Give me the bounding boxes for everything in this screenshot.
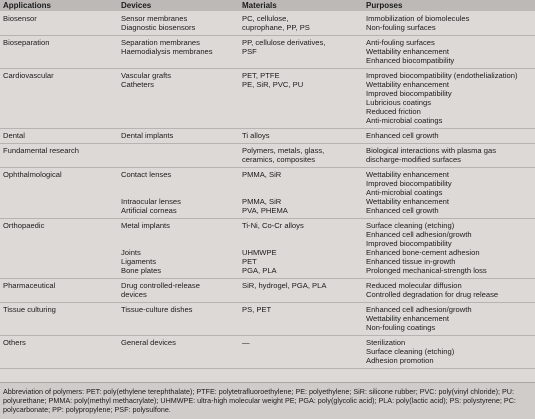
cell-line: Wettability enhancement xyxy=(366,170,450,179)
cell-line: Ti-Ni, Co-Cr alloys xyxy=(242,221,304,230)
cell-application: Bioseparation xyxy=(3,38,50,47)
cell-materials xyxy=(242,305,271,314)
cell-line: Enhanced cell growth xyxy=(366,131,439,140)
cell-materials xyxy=(242,146,324,164)
cell-materials xyxy=(242,38,325,56)
cell-purposes xyxy=(366,71,518,125)
cell-materials xyxy=(242,14,310,32)
cell-purposes xyxy=(366,338,454,365)
table-row xyxy=(0,303,535,336)
cell-line: Non-fouling surfaces xyxy=(366,23,436,32)
cell-line: PS, PET xyxy=(242,305,272,314)
cell-devices xyxy=(121,221,170,275)
cell-line: Ligaments xyxy=(121,257,157,266)
cell-devices xyxy=(121,305,192,314)
cell-line: PMMA, SiR xyxy=(242,197,282,206)
cell-materials xyxy=(242,170,288,215)
cell-line: Adhesion promotion xyxy=(366,356,434,365)
cell-line: Enhanced tissue in-growth xyxy=(366,257,456,266)
cell-line: Artificial corneas xyxy=(121,206,177,215)
table-row xyxy=(0,168,535,219)
cell-line xyxy=(242,230,304,239)
cell-line: Enhanced bone-cement adhesion xyxy=(366,248,480,257)
cell-line: Controlled degradation for drug release xyxy=(366,290,499,299)
cell-line: Surface cleaning (etching) xyxy=(366,221,455,230)
cell-application: Biosensor xyxy=(3,14,37,23)
cell-line xyxy=(242,239,304,248)
header-materials: Materials xyxy=(242,1,277,10)
cell-line: PMMA, SiR xyxy=(242,170,282,179)
cell-line: Surface cleaning (etching) xyxy=(366,347,455,356)
cell-line xyxy=(242,179,288,188)
cell-line: Metal implants xyxy=(121,221,170,230)
cell-line: Improved biocompatibility xyxy=(366,239,452,248)
table-row xyxy=(0,69,535,129)
cell-purposes xyxy=(366,131,439,140)
cell-line: Intraocular lenses xyxy=(121,197,181,206)
cell-line: — xyxy=(242,338,250,347)
cell-line: Enhanced cell adhesion/growth xyxy=(366,230,472,239)
cell-line: Reduced friction xyxy=(366,107,421,116)
cell-line: Polymers, metals, glass, xyxy=(242,146,325,155)
cell-materials xyxy=(242,281,326,290)
cell-line: Biological interactions with plasma gas xyxy=(366,146,497,155)
cell-line: ceramics, composites xyxy=(242,155,316,164)
cell-line: Dental implants xyxy=(121,131,174,140)
cell-line: cuprophane, PP, PS xyxy=(242,23,310,32)
cell-line: Bone plates xyxy=(121,266,162,275)
header-purposes: Purposes xyxy=(366,1,403,10)
cell-line: PC, cellulose, xyxy=(242,14,289,23)
cell-line: Contact lenses xyxy=(121,170,172,179)
cell-devices xyxy=(121,131,173,140)
cell-application: Pharmaceutical xyxy=(3,281,56,290)
cell-application: Tissue culturing xyxy=(3,305,56,314)
table-row xyxy=(0,12,535,36)
cell-purposes xyxy=(366,38,454,65)
table-row xyxy=(0,36,535,69)
table-row xyxy=(0,219,535,279)
cell-line: Joints xyxy=(121,248,141,257)
cell-line: Improved biocompatibility (endothelialization) xyxy=(366,71,518,80)
table-row xyxy=(0,144,535,168)
cell-materials xyxy=(242,131,270,140)
cell-purposes xyxy=(366,305,472,332)
cell-line xyxy=(121,230,170,239)
cell-line: Lubricious coatings xyxy=(366,98,432,107)
cell-application: Orthopaedic xyxy=(3,221,45,230)
cell-application: Others xyxy=(3,338,26,347)
cell-materials xyxy=(242,221,304,275)
cell-line: Ti alloys xyxy=(242,131,270,140)
table-header xyxy=(0,0,535,11)
cell-application: Dental xyxy=(3,131,25,140)
header-devices: Devices xyxy=(121,1,152,10)
cell-line: UHMWPE xyxy=(242,248,277,257)
cell-line: Wettability enhancement xyxy=(366,314,450,323)
cell-devices xyxy=(121,170,181,215)
cell-line: Diagnostic biosensors xyxy=(121,23,196,32)
cell-line: Enhanced cell growth xyxy=(366,206,439,215)
cell-line: SiR, hydrogel, PGA, PLA xyxy=(242,281,327,290)
cell-line: PVA, PHEMA xyxy=(242,206,288,215)
cell-line: Improved biocompatibility xyxy=(366,179,452,188)
table-row xyxy=(0,129,535,144)
cell-devices xyxy=(121,338,176,347)
cell-line: Immobilization of biomolecules xyxy=(366,14,470,23)
cell-line xyxy=(242,188,288,197)
cell-line xyxy=(121,188,181,197)
cell-line: Wettability enhancement xyxy=(366,197,450,206)
cell-line: Sterilization xyxy=(366,338,406,347)
cell-line xyxy=(121,239,170,248)
table-row xyxy=(0,279,535,303)
cell-line xyxy=(121,179,181,188)
cell-line: PET, PTFE xyxy=(242,71,280,80)
cell-line: devices xyxy=(121,290,147,299)
cell-line: Anti-microbial coatings xyxy=(366,116,443,125)
cell-line: Haemodialysis membranes xyxy=(121,47,213,56)
footnote-text: Abbreviation of polymers: PET: poly(ethylene terephthalate); PTFE: polytetrafluoroethylene; PE: polyethylene; SiR: silicone rubber; PVC: poly(vinyl chloride); PU: polyurethane; PMMA: poly(methyl methacrylate); UHMWPE: ultra-high molecular weight PE; PGA: poly(glycolic acid); PLA: poly(lactic acid); PS: polystyrene; PC: polycarbonate; PP: polypropylene; PSF: polysulfone. xyxy=(3,387,516,414)
cell-purposes xyxy=(366,146,496,164)
cell-line: Drug controlled-release xyxy=(121,281,200,290)
cell-materials xyxy=(242,71,303,89)
cell-line: Separation membranes xyxy=(121,38,200,47)
cell-line: Anti-microbial coatings xyxy=(366,188,443,197)
cell-line: PET xyxy=(242,257,257,266)
cell-line: discharge-modified surfaces xyxy=(366,155,461,164)
cell-materials xyxy=(242,338,250,347)
cell-line: Enhanced cell adhesion/growth xyxy=(366,305,472,314)
cell-line: Anti-fouling surfaces xyxy=(366,38,435,47)
cell-application: Cardiovascular xyxy=(3,71,54,80)
cell-purposes xyxy=(366,14,469,32)
cell-line: PSF xyxy=(242,47,257,56)
cell-purposes xyxy=(366,221,487,275)
cell-line: Wettability enhancement xyxy=(366,47,450,56)
cell-line: General devices xyxy=(121,338,176,347)
cell-devices xyxy=(121,281,200,299)
cell-line: PE, SiR, PVC, PU xyxy=(242,80,304,89)
cell-devices xyxy=(121,71,171,89)
cell-line: Tissue-culture dishes xyxy=(121,305,193,314)
cell-devices xyxy=(121,38,213,56)
cell-line: Prolonged mechanical-strength loss xyxy=(366,266,487,275)
footnote xyxy=(0,382,535,419)
cell-line: Enhanced biocompatibility xyxy=(366,56,455,65)
cell-line: PP, cellulose derivatives, xyxy=(242,38,326,47)
cell-line: Catheters xyxy=(121,80,154,89)
cell-line: Non-fouling coatings xyxy=(366,323,436,332)
cell-devices xyxy=(121,14,195,32)
cell-application: Ophthalmological xyxy=(3,170,62,179)
header-applications: Applications xyxy=(3,1,52,10)
table-row xyxy=(0,336,535,369)
cell-line: Wettability enhancement xyxy=(366,80,450,89)
cell-application: Fundamental research xyxy=(3,146,79,155)
cell-purposes xyxy=(366,281,498,299)
cell-line: Sensor membranes xyxy=(121,14,188,23)
cell-line: Vascular grafts xyxy=(121,71,172,80)
cell-line: Improved biocompatibility xyxy=(366,89,452,98)
cell-line: Reduced molecular diffusion xyxy=(366,281,462,290)
cell-line: PGA, PLA xyxy=(242,266,277,275)
cell-purposes xyxy=(366,170,452,215)
